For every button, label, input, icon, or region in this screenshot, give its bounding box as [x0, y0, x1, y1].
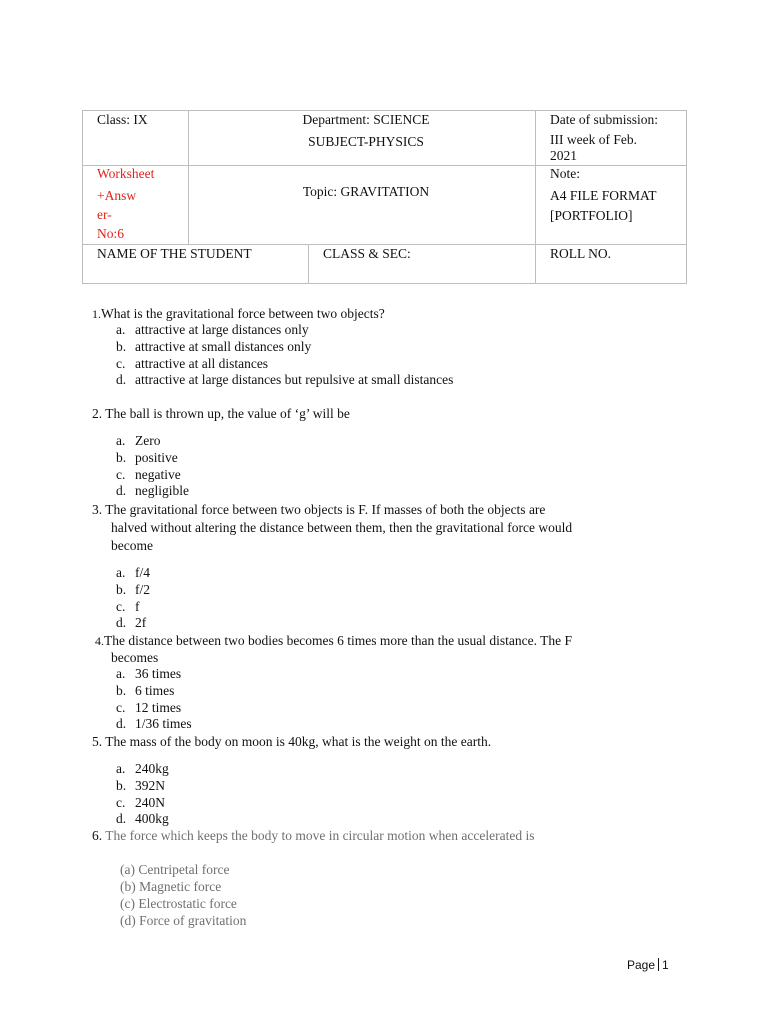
question-3-line2: halved without altering the distance between them, then the gravitational force would — [111, 520, 573, 535]
note-line1: A4 FILE FORMAT — [550, 188, 657, 203]
option: c. 240N — [116, 794, 165, 810]
question-5 — [92, 733, 672, 751]
question-6-stem — [92, 827, 672, 845]
page-number: 1 — [662, 958, 669, 972]
option: c. negative — [116, 466, 181, 482]
department-label: Department: SCIENCE — [302, 112, 430, 127]
question-5-stem — [92, 733, 672, 751]
option: b. 392N — [116, 777, 165, 793]
page-separator — [658, 958, 659, 971]
option: b. 6 times — [116, 682, 175, 698]
question-6-number: 6. — [92, 828, 103, 843]
question-4 — [95, 632, 675, 665]
worksheet-line4: No:6 — [97, 226, 124, 241]
option: d. 2f — [116, 615, 147, 631]
header-row-1 — [83, 111, 687, 166]
question-1-number: 1. — [92, 307, 101, 321]
header-table — [82, 110, 687, 284]
option: a. attractive at large distances only — [116, 322, 309, 337]
question-4-line1: 4.The distance between two bodies becomes 6 times more than the usual distance. The F — [95, 633, 572, 648]
department-cell — [189, 111, 536, 166]
option: a. 240kg — [116, 761, 169, 776]
class-sec-label: CLASS & SEC: — [323, 246, 411, 261]
header-row-3 — [83, 245, 687, 284]
question-6-options — [120, 861, 246, 929]
option: (c) Electrostatic force — [120, 896, 237, 911]
topic-cell — [189, 166, 536, 245]
option: a. 36 times — [116, 666, 182, 681]
note-line2: [PORTFOLIO] — [550, 208, 633, 223]
worksheet-line1: Worksheet — [97, 166, 155, 181]
option: b. attractive at small distances only — [116, 338, 312, 354]
question-1-stem — [92, 305, 672, 323]
question-3-number: 3. — [92, 502, 103, 517]
submission-cell — [536, 111, 687, 166]
subject-label: SUBJECT-PHYSICS — [308, 134, 424, 149]
header-row-2 — [83, 166, 687, 245]
option: (d) Force of gravitation — [120, 913, 247, 928]
question-5-number: 5. — [92, 734, 103, 749]
option: c. attractive at all distances — [116, 355, 269, 371]
question-1-options — [116, 322, 453, 389]
roll-no-label: ROLL NO. — [550, 246, 612, 261]
option: d. negligible — [116, 483, 189, 499]
option: (b) Magnetic force — [120, 879, 222, 894]
question-5-options — [116, 761, 169, 828]
question-2-options — [116, 433, 189, 500]
question-1 — [92, 305, 672, 323]
submission-date-line2: 2021 — [550, 148, 578, 163]
page-label: Page — [627, 958, 656, 972]
question-4-number: 4. — [95, 634, 104, 648]
question-2 — [92, 405, 672, 423]
question-2-number: 2. — [92, 406, 103, 421]
class-sec-cell — [309, 245, 536, 284]
option: (a) Centripetal force — [120, 862, 230, 877]
option: a. Zero — [116, 433, 161, 448]
note-cell — [536, 166, 687, 245]
option: d. 400kg — [116, 811, 169, 827]
note-label: Note: — [550, 166, 581, 181]
question-4-line2: becomes — [111, 650, 159, 665]
topic-label: Topic: GRAVITATION — [302, 184, 430, 199]
option: b. f/2 — [116, 581, 150, 597]
question-3-line3: become — [111, 538, 153, 553]
question-6 — [92, 827, 672, 845]
option: d. 1/36 times — [116, 716, 192, 732]
student-name-cell — [83, 245, 309, 284]
page-footer — [627, 958, 669, 972]
question-4-options — [116, 666, 192, 733]
option: c. f — [116, 598, 140, 614]
class-cell — [83, 111, 189, 166]
question-5-text: The mass of the body on moon is 40kg, what is the weight on the earth. — [105, 734, 492, 749]
question-6-text: The force which keeps the body to move in circular motion when accelerated is — [105, 828, 535, 843]
question-3-line1: 3. The gravitational force between two objects is F. If masses of both the objects are — [92, 502, 546, 517]
option: a. f/4 — [116, 565, 150, 580]
submission-label: Date of submission: — [550, 112, 659, 127]
question-1-text: What is the gravitational force between two objects? — [101, 306, 385, 321]
worksheet-line3: er- — [97, 207, 112, 222]
submission-date-line1: III week of Feb. — [550, 132, 637, 147]
question-3 — [92, 501, 672, 555]
roll-no-cell — [536, 245, 687, 284]
option: d. attractive at large distances but repulsive at small distances — [116, 372, 454, 388]
worksheet-cell — [83, 166, 189, 245]
question-2-stem — [92, 405, 672, 423]
worksheet-line2: +Answ — [97, 188, 137, 203]
question-3-options — [116, 565, 150, 632]
student-name-label: NAME OF THE STUDENT — [97, 246, 252, 261]
option: b. positive — [116, 449, 178, 465]
class-label: Class: IX — [97, 112, 148, 127]
question-2-text: The ball is thrown up, the value of ‘g’ will be — [105, 406, 350, 421]
option: c. 12 times — [116, 699, 182, 715]
